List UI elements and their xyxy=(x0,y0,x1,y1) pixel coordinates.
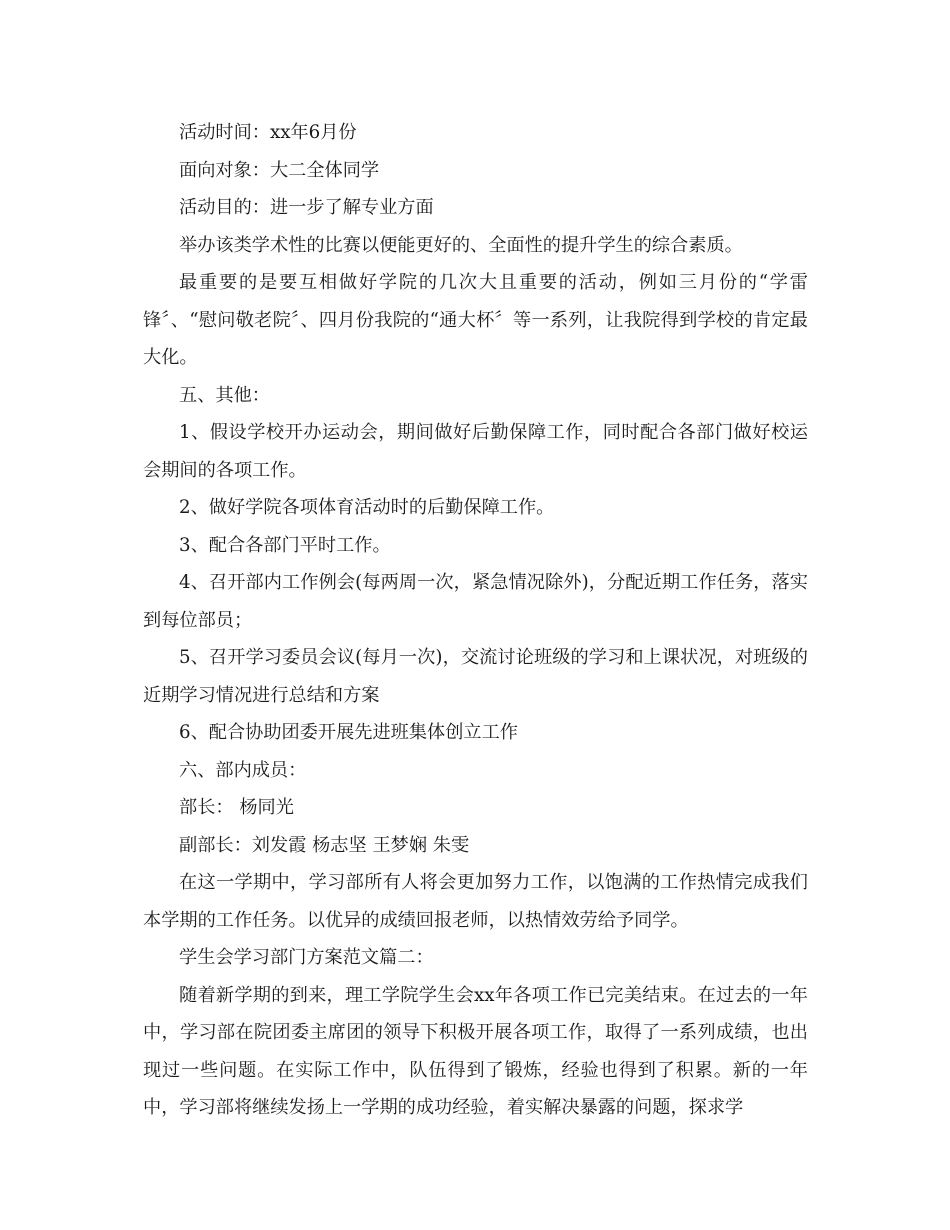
minister: 部长： 杨同光 xyxy=(179,797,294,818)
vice-ministers: 副部长：刘发霞 杨志坚 王梦娴 朱雯 xyxy=(179,834,470,856)
paragraph-competition: 举办该类学术性的比赛以便能更好的、全面性的提升学生的综合素质。 xyxy=(179,234,743,256)
list-item-1: 1、假设学校开办运动会，期间做好后勤保障工作，同时配合各部门做好校运会期间的各项工作。 xyxy=(143,422,808,481)
activity-time: 活动时间：xx年6月份 xyxy=(179,122,357,143)
paragraph-new-semester: 随着新学期的到来，理工学院学生会xx年各项工作已完美结束。在过去的一年中，学习部在院团委主席团的领导下积极开展各项工作，取得了一系列成绩，也出现过一些问题。在实际工作中，队伍得到了锻炼，经验也得到了积累。新的一年中，学习部将继续发扬上一学期的成功经验，着实解决暴露的问题，探求学 xyxy=(143,984,808,1118)
list-item-2: 2、做好学院各项体育活动时的后勤保障工作。 xyxy=(179,497,555,518)
document-body xyxy=(143,114,808,1127)
list-item-5: 5、召开学习委员会议(每月一次)，交流讨论班级的学习和上课状况，对班级的近期学习情况进行总结和方案 xyxy=(143,647,808,706)
paragraph-summary: 在这一学期中，学习部所有人将会更加努力工作，以饱满的工作热情完成我们本学期的工作任务。以优异的成绩回报老师，以热情效劳给予同学。 xyxy=(143,872,808,931)
paragraph-key-activities: 最重要的是要互相做好学院的几次大且重要的活动，例如三月份的“学雷锋〞、“慰问敬老院〞、四月份我院的“通大杯〞等一系列，让我院得到学校的肯定最大化。 xyxy=(143,272,808,368)
target-audience: 面向对象：大二全体同学 xyxy=(179,159,380,181)
list-item-3: 3、配合各部门平时工作。 xyxy=(179,534,391,556)
list-item-6: 6、配合协助团委开展先进班集体创立工作 xyxy=(179,722,518,743)
section-heading-other: 五、其他： xyxy=(179,384,270,406)
section-heading-members: 六、部内成员： xyxy=(179,759,307,781)
activity-purpose: 活动目的：进一步了解专业方面 xyxy=(179,197,434,218)
list-item-4: 4、召开部内工作例会(每两周一次，紧急情况除外)，分配近期工作任务，落实到每位部员； xyxy=(143,572,808,631)
article-two-title: 学生会学习部门方案范文篇二： xyxy=(179,947,434,968)
